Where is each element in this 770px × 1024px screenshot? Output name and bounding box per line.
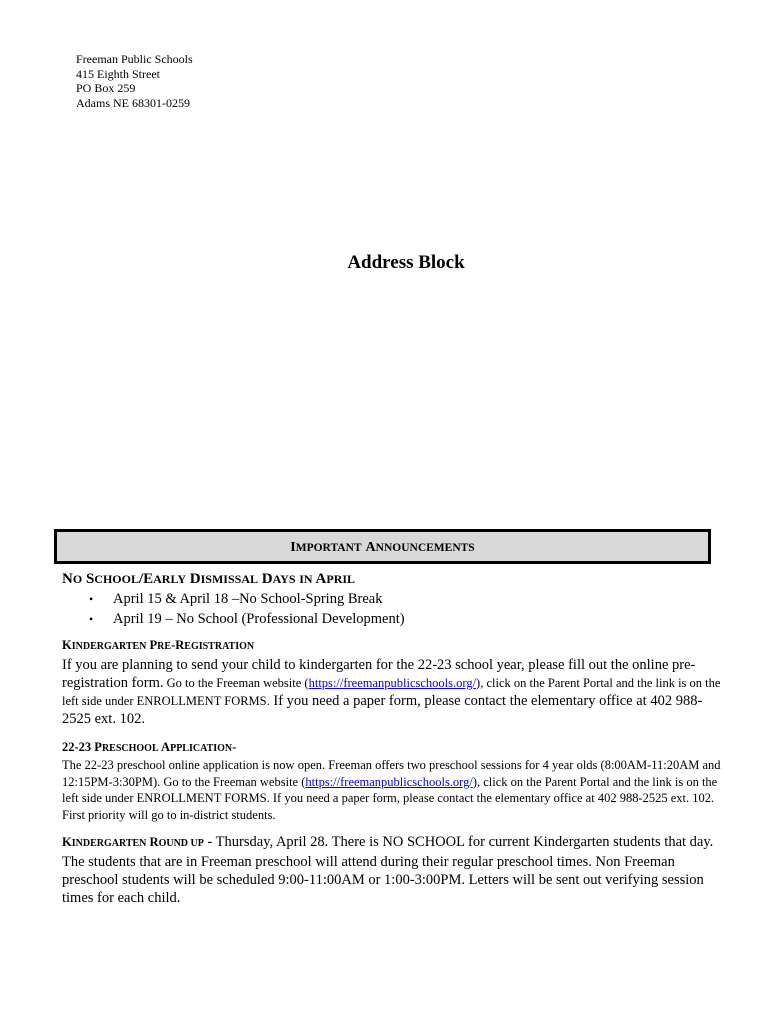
return-address-line: 415 Eighth Street	[76, 66, 160, 81]
april-closures-heading: NO SCHOOL/EARLY DISMISSAL DAYS IN APRIL	[62, 571, 356, 587]
banner-title: IMPORTANT ANNOUNCEMENTS	[290, 539, 475, 555]
kindergarten-round-up-text: KINDERGARTEN ROUND UP - Thursday, April 28. There is NO SCHOOL for current Kindergarten students that day. The students that are in Freeman preschool will attend during their regular preschool times. Non Freeman preschool students will be scheduled 9:00-11:00AM or 1:00-3:00PM. Letters will be sent out verifying session times for each child.	[62, 834, 714, 906]
kindergarten-preregistration-heading: KINDERGARTEN PRE-REGISTRATION	[62, 638, 255, 652]
important-announcements-banner	[54, 529, 711, 564]
address-block-title: Address Block	[347, 252, 465, 273]
bullet-icon: •	[89, 611, 94, 626]
return-address-line: Freeman Public Schools	[76, 52, 193, 66]
kindergarten-round-up-heading: KINDERGARTEN ROUND UP	[62, 835, 204, 849]
kindergarten-preregistration-text: If you are planning to send your child to kindergarten for the 22-23 school year, please fill out the online pre-registration form. Go to the Freeman website (https://freemanpublicschools.org/), click on the Parent Portal and the link is on the left side under ENROLLMENT FORMS. If you need a paper form, please contact the elementary office at 402 988-2525 ext. 102.	[62, 657, 721, 727]
bullet-icon: •	[89, 592, 94, 606]
preschool-application-text: The 22-23 preschool online application is now open. Freeman offers two preschool sessions for 4 year olds (8:00AM-11:20AM and 12:15PM-3:30PM). Go to the Freeman website (https://freemanpublicschools.org/), click on the Parent Portal and the link is on the left side under ENROLLMENT FORMS. If you need a paper form, please contact the elementary office at 402 988-2525 ext. 102. First priority will go to in-district students.	[62, 758, 721, 822]
return-address	[76, 52, 193, 110]
list-item: • April 15 & April 18 –No School-Spring Break	[62, 590, 722, 610]
return-address-line: PO Box 259	[76, 81, 136, 95]
freeman-website-link[interactable]: https://freemanpublicschools.org/	[308, 676, 477, 690]
list-item: • April 19 – No School (Professional Development)	[62, 610, 722, 630]
april-days-list	[62, 590, 722, 629]
preschool-application-heading: 22-23 PRESCHOOL APPLICATION-	[62, 740, 237, 754]
return-address-line: Adams NE 68301-0259	[76, 95, 190, 110]
freeman-website-link[interactable]: https://freemanpublicschools.org/	[305, 774, 473, 789]
announcements-content	[62, 570, 722, 907]
